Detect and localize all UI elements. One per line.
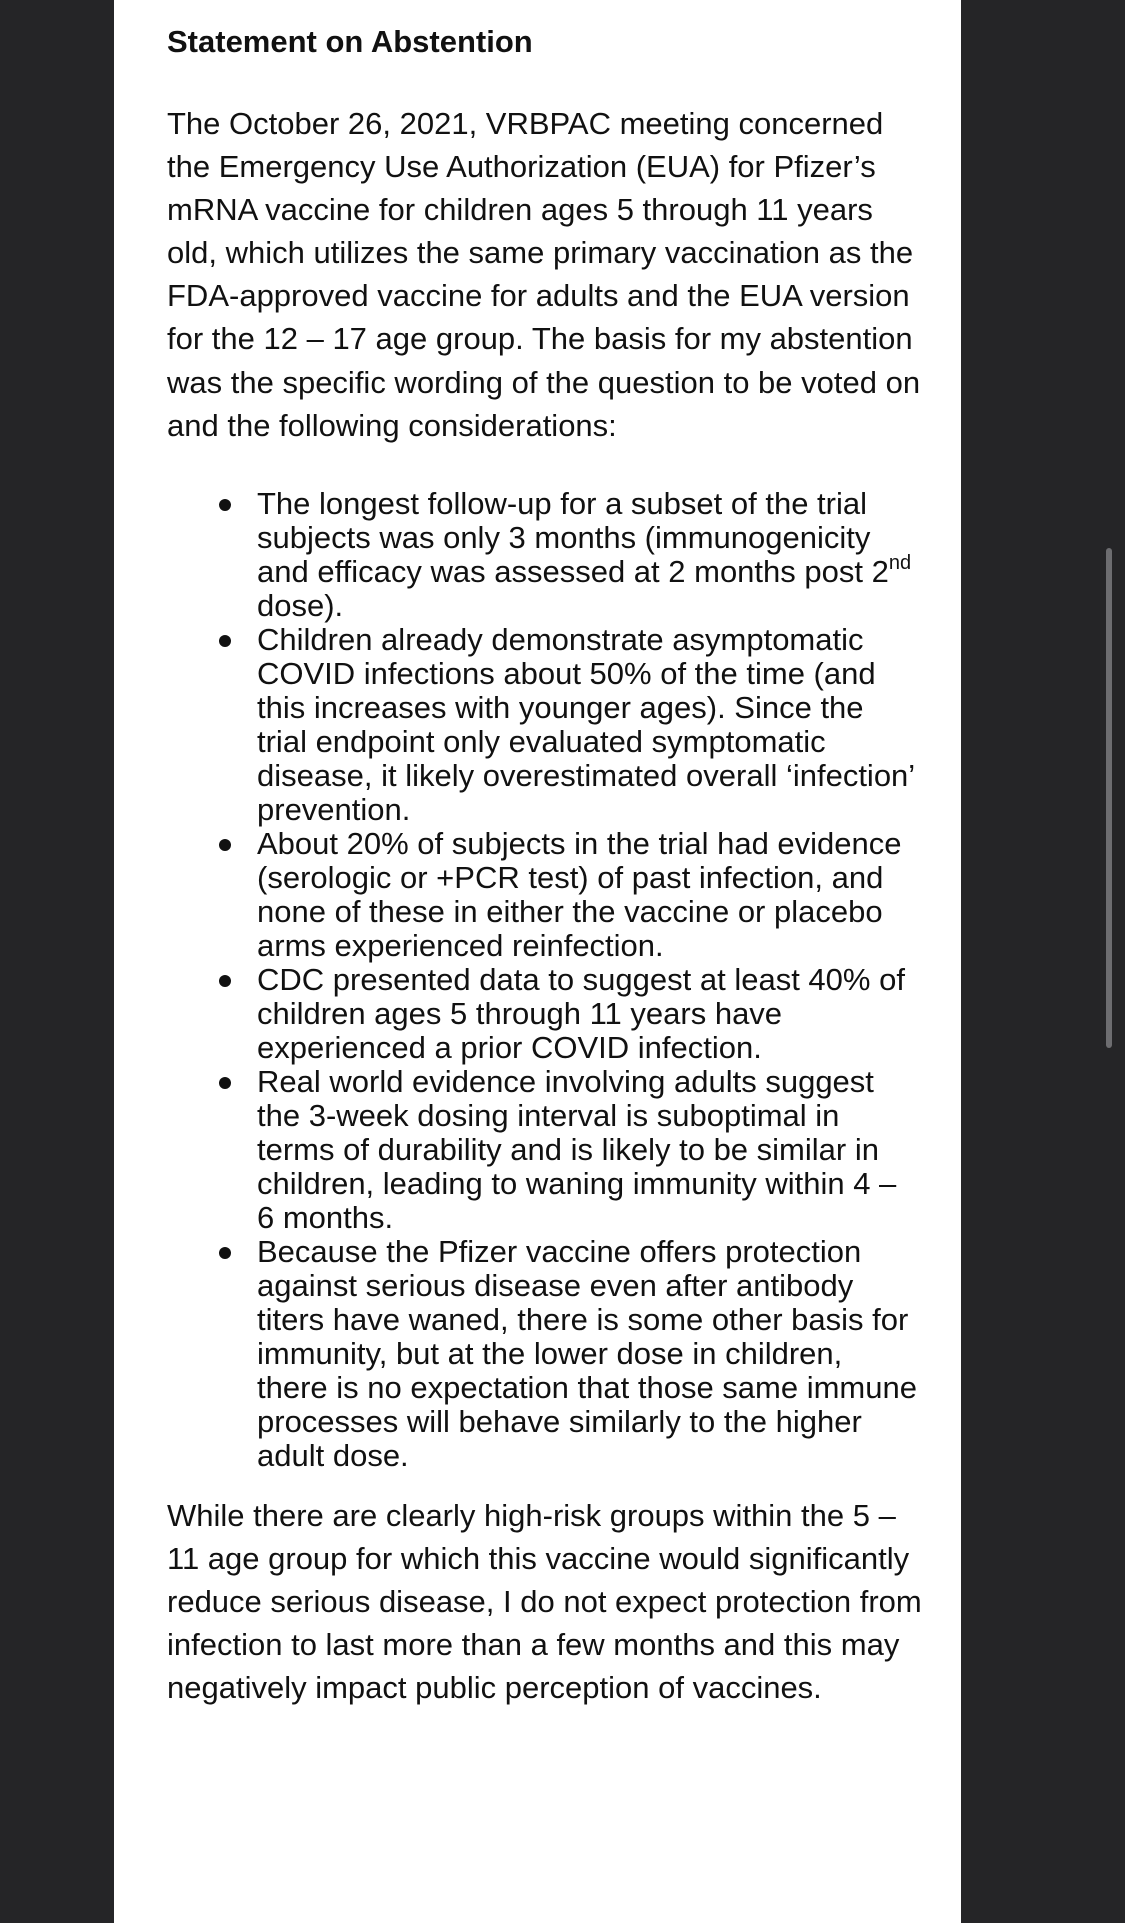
bullet-text-part: The longest follow-up for a subset of the trial subjects was only 3 months (immunogenicity and efficacy was assessed at 2 months post 2: [257, 485, 889, 589]
bullet-text: Real world evidence involving adults suggest the 3-week dosing interval is suboptimal in terms of durability and is likely to be similar in children, leading to waning immunity within 4 – 6 months.: [257, 1063, 897, 1235]
bullet-text: CDC presented data to suggest at least 40% of children ages 5 through 11 years have experienced a prior COVID infection.: [257, 961, 905, 1065]
ordinal-superscript: nd: [888, 551, 912, 574]
list-item: [167, 1235, 917, 1473]
closing-paragraph: While there are clearly high-risk groups within the 5 – 11 age group for which this vaccine would significantly reduce serious disease, I do not expect protection from infection to last more than a few months and this may negatively impact public perception of vaccines.: [167, 1497, 922, 1706]
document-heading: Statement on Abstention: [167, 24, 533, 59]
list-item: [167, 827, 917, 963]
bullet-icon: [219, 499, 231, 511]
bullet-icon: [219, 1247, 231, 1259]
bullet-icon: [219, 1077, 231, 1089]
list-item: [167, 963, 917, 1065]
bullet-icon: [219, 635, 231, 647]
list-item: [167, 487, 917, 623]
page-content: [167, 18, 927, 1709]
bullet-icon: [219, 975, 231, 987]
list-item: [167, 623, 917, 827]
bullet-text: About 20% of subjects in the trial had evidence (serologic or +PCR test) of past infection, and none of these in either the vaccine or placebo arms experienced reinfection.: [257, 825, 902, 963]
bullet-text-part: dose).: [257, 587, 344, 623]
bullet-text: Because the Pfizer vaccine offers protection against serious disease even after antibody titers have waned, there is some other basis for immunity, but at the lower dose in children, there is no expectation that those same immune processes will behave similarly to the higher adult dose.: [257, 1233, 917, 1473]
vertical-scrollbar[interactable]: [1106, 548, 1112, 1048]
document-page: [114, 0, 961, 1923]
considerations-list: [167, 487, 927, 1473]
intro-paragraph: The October 26, 2021, VRBPAC meeting concerned the Emergency Use Authorization (EUA) for Pfizer’s mRNA vaccine for children ages 5 through 11 years old, which utilizes the same primary vaccination as the FDA-approved vaccine for adults and the EUA version for the 12 – 17 age group. The basis for my abstention was the specific wording of the question to be voted on and the following considerations:: [167, 106, 921, 443]
bullet-icon: [219, 839, 231, 851]
bullet-text: Children already demonstrate asymptomatic COVID infections about 50% of the time (and this increases with younger ages). Since the trial endpoint only evaluated symptomatic disease, it likely overestimated overall ‘infection’ prevention.: [257, 621, 915, 827]
list-item: [167, 1065, 917, 1235]
